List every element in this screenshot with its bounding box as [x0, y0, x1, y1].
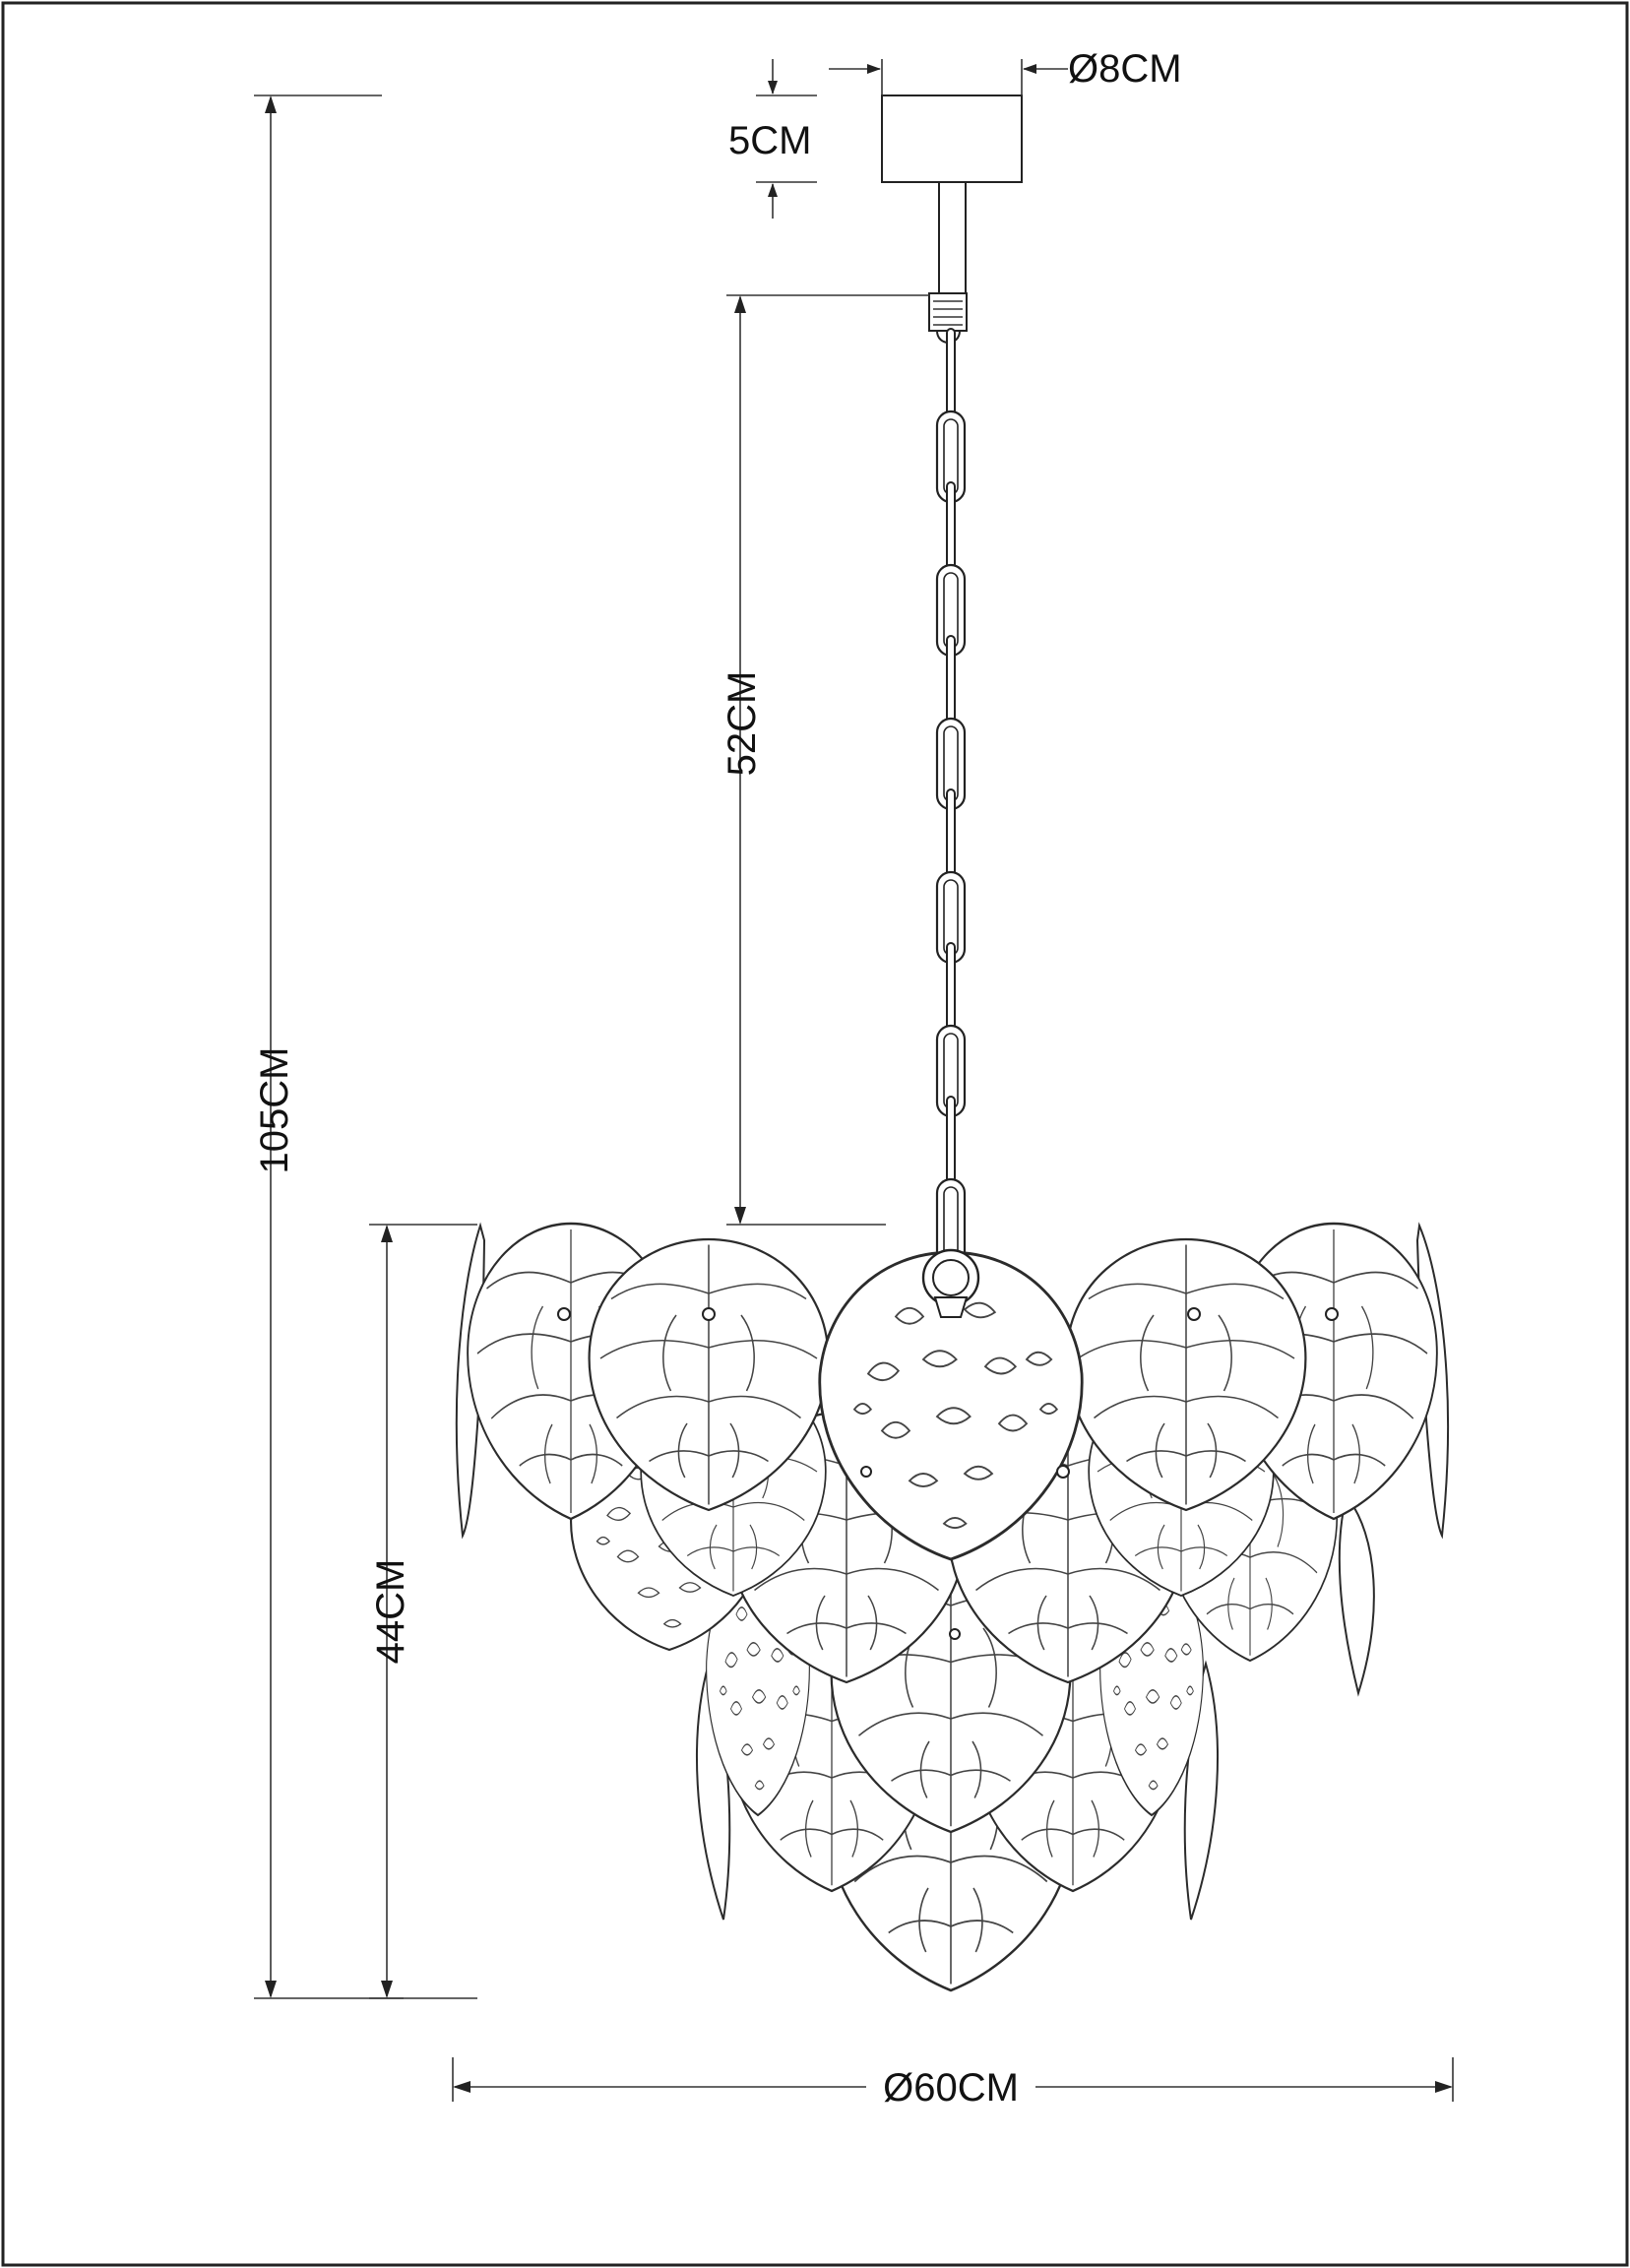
- canopy-height-label: 5CM: [728, 119, 812, 162]
- chain-link: [947, 636, 955, 724]
- ceiling-canopy: [882, 95, 1022, 182]
- chain-link: [947, 1097, 955, 1185]
- overall-height-dimension: [254, 95, 404, 1998]
- chain-link: [947, 943, 955, 1032]
- chain-length-label: 52CM: [721, 670, 764, 777]
- overall-height-label: 105CM: [253, 1046, 296, 1174]
- shade-height-label: 44CM: [369, 1558, 412, 1665]
- suspension-chain: [937, 329, 965, 1270]
- sheet-border: [3, 3, 1627, 2265]
- shade-diameter-label: Ø60CM: [883, 2066, 1019, 2110]
- down-rod: [929, 182, 967, 343]
- chain-link: [947, 789, 955, 878]
- chain-link: [947, 482, 955, 571]
- leaf-chandelier-shade: [457, 1224, 1448, 1990]
- canopy-diameter-label: Ø8CM: [1068, 47, 1182, 91]
- canopy-diameter-dimension: [829, 59, 1068, 95]
- chain-link: [947, 329, 955, 417]
